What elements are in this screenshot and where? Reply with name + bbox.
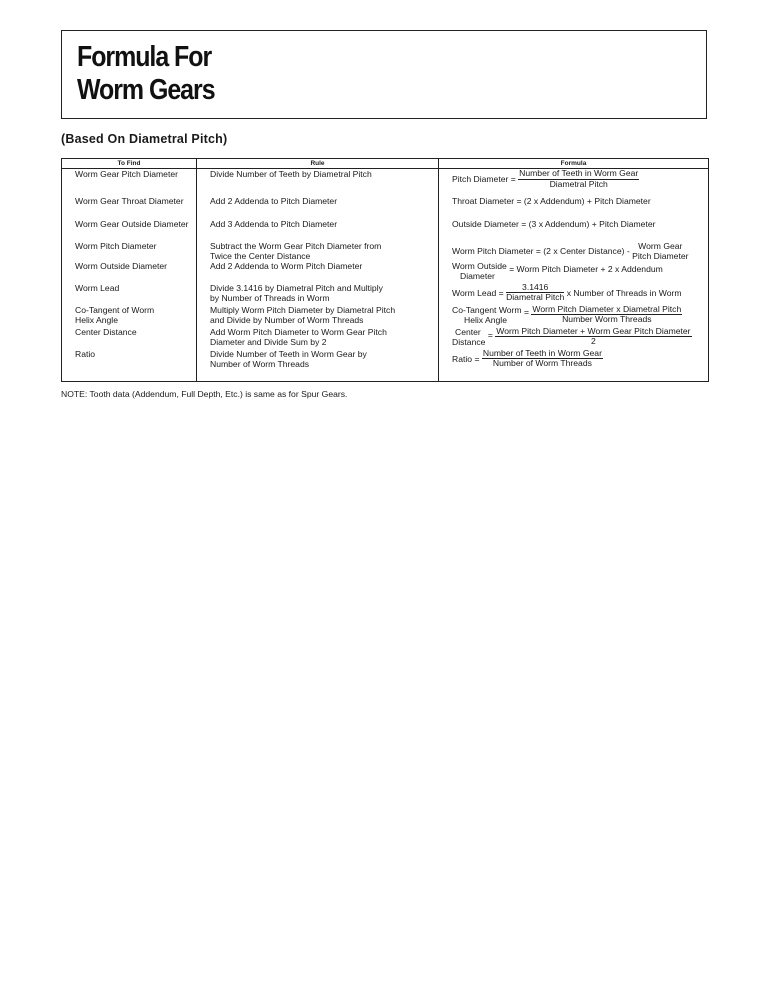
page-subtitle: (Based On Diametral Pitch) <box>61 132 228 146</box>
title-box <box>61 30 707 119</box>
cell-rule: Divide Number of Teeth by Diametral Pitch <box>197 169 439 191</box>
table-row <box>62 305 709 327</box>
cell-rule: Divide 3.1416 by Diametral Pitch and Multiply by Number of Threads in Worm <box>197 283 439 305</box>
table-row <box>62 349 709 382</box>
cell-formula: Pitch Diameter = $\frac{\text{Number of Teeth in Worm Gear}}{\text{Diametral Pitch}}$ <box>439 169 709 191</box>
cell-rule: Add 2 Addenda to Pitch Diameter <box>197 191 439 213</box>
cell-formula: Worm Outside Diameter = Worm Pitch Diameter + 2 x Addendum <box>439 261 709 283</box>
cell-formula: Outside Diameter = (3 x Addendum) + Pitch Diameter <box>439 213 709 235</box>
cell-to-find: Worm Gear Throat Diameter <box>62 191 197 213</box>
cell-formula: Throat Diameter = (2 x Addendum) + Pitch Diameter <box>439 191 709 213</box>
cell-formula: Ratio = $\frac{\text{Number of Teeth in Worm Gear}}{\text{Number of Worm Threads}}$ <box>439 349 709 382</box>
header-to-find: To Find <box>62 159 197 169</box>
cell-rule: Add 2 Addenda to Worm Pitch Diameter <box>197 261 439 283</box>
table-row <box>62 327 709 349</box>
cell-formula: Co-Tangent Worm Helix Angle = $\frac{\text{Worm Pitch Diameter x Diametral Pitch}}{\text{Number Worm Threads}}$ <box>439 305 709 327</box>
table-row <box>62 235 709 261</box>
page-title-line-1: Formula For <box>77 41 212 73</box>
cell-to-find: Worm Outside Diameter <box>62 261 197 283</box>
page-title-line-2: Worm Gears <box>77 74 215 106</box>
cell-rule: Add 3 Addenda to Pitch Diameter <box>197 213 439 235</box>
cell-to-find: Worm Gear Pitch Diameter <box>62 169 197 191</box>
cell-rule: Divide Number of Teeth in Worm Gear by Number of Worm Threads <box>197 349 439 382</box>
fraction: $\frac{3.1416}{\text{Diametral Pitch}}$ <box>506 281 565 302</box>
footnote: NOTE: Tooth data (Addendum, Full Depth, Etc.) is same as for Spur Gears. <box>61 389 348 399</box>
table-row <box>62 213 709 235</box>
cell-to-find: Worm Gear Outside Diameter <box>62 213 197 235</box>
table-row <box>62 191 709 213</box>
table-row <box>62 169 709 191</box>
cell-formula: Worm Lead = $\frac{3.1416}{\text{Diametral Pitch}}$ x Number of Threads in Worm <box>439 283 709 305</box>
fraction: $\frac{\text{Number of Teeth in Worm Gear}}{\text{Number of Worm Threads}}$ <box>482 347 602 368</box>
cell-to-find: Co-Tangent of Worm Helix Angle <box>62 305 197 327</box>
cell-to-find: Worm Lead <box>62 283 197 305</box>
cell-rule: Multiply Worm Pitch Diameter by Diametral Pitch and Divide by Number of Worm Threads <box>197 305 439 327</box>
table-row <box>62 283 709 305</box>
table-header-row <box>62 159 709 169</box>
fraction: $\frac{\text{Number of Teeth in Worm Gear}}{\text{Diametral Pitch}}$ <box>519 168 639 189</box>
header-formula: Formula <box>439 159 709 169</box>
cell-to-find: Center Distance <box>62 327 197 349</box>
header-rule: Rule <box>197 159 439 169</box>
cell-formula: Worm Pitch Diameter = (2 x Center Distance) - Worm Gear Pitch Diameter <box>439 235 709 261</box>
cell-formula: Center Distance = $\frac{\text{Worm Pitch Diameter + Worm Gear Pitch Diameter}}{2}$ <box>439 327 709 349</box>
cell-rule: Add Worm Pitch Diameter to Worm Gear Pitch Diameter and Divide Sum by 2 <box>197 327 439 349</box>
cell-to-find: Ratio <box>62 349 197 382</box>
cell-rule: Subtract the Worm Gear Pitch Diameter from Twice the Center Distance <box>197 235 439 261</box>
cell-to-find: Worm Pitch Diameter <box>62 235 197 261</box>
table-row <box>62 261 709 283</box>
formula-table <box>61 158 709 382</box>
fraction: $\frac{\text{Worm Pitch Diameter + Worm Gear Pitch Diameter}}{2}$ <box>496 325 691 346</box>
fraction: $\frac{\text{Worm Pitch Diameter x Diametral Pitch}}{\text{Number Worm Threads}}$ <box>532 303 682 324</box>
